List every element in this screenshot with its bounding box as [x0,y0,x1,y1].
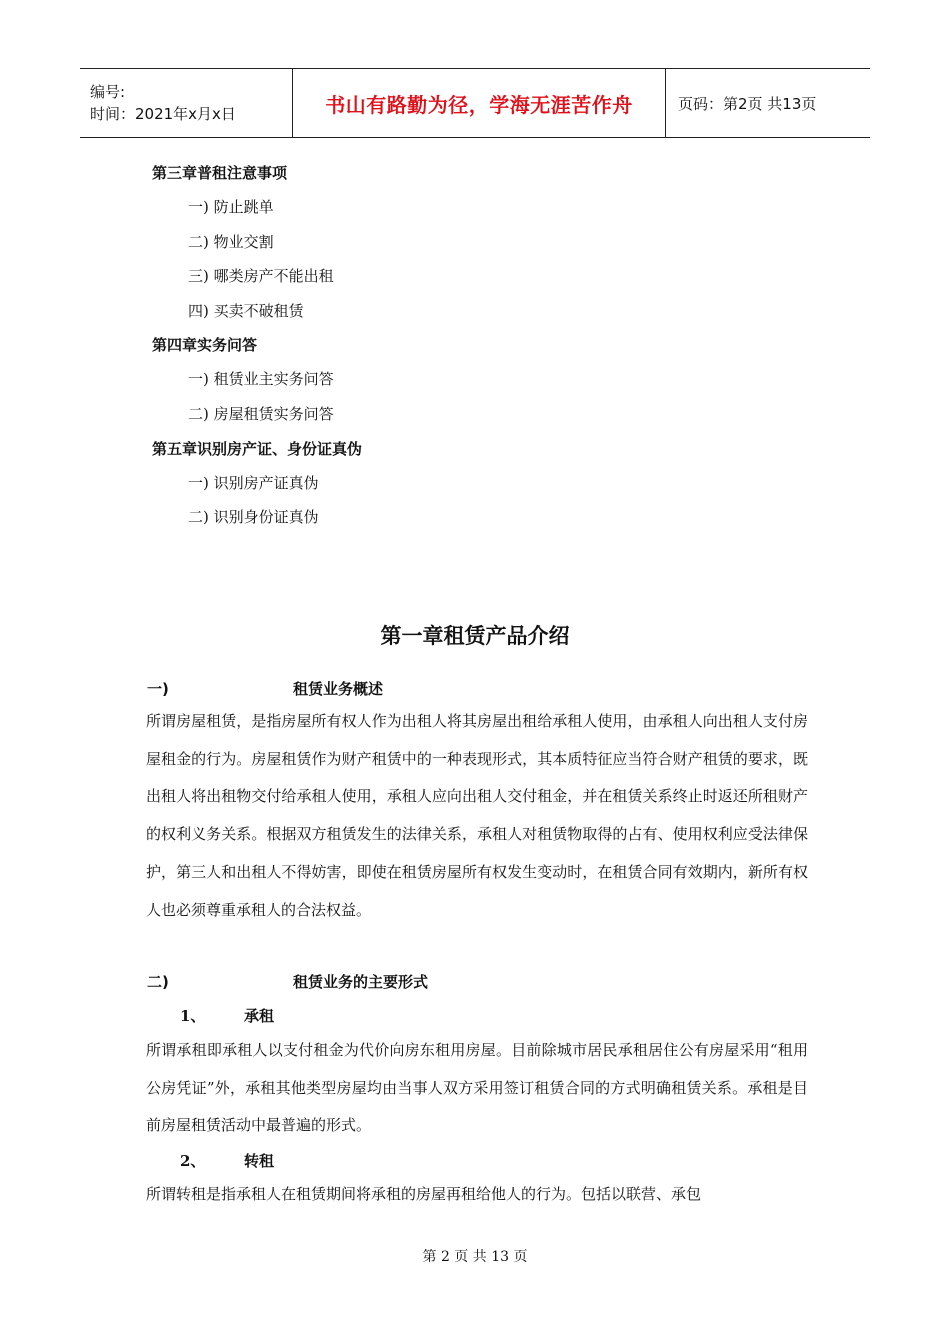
toc-item: 一) 租赁业主实务问答 [188,370,334,389]
subsection-heading [180,1150,274,1171]
header-meta [80,69,293,137]
section-title: 租赁业务的主要形式 [293,973,429,991]
section-heading [147,971,428,992]
code-label: 编号: [90,83,126,101]
table-of-contents [152,156,362,535]
body-paragraph: 所谓房屋租赁，是指房屋所有权人作为出租人将其房屋出租给承租人使用，由承租人向出租人支付房屋租金的行为。房屋租赁作为财产租赁中的一种表现形式，其本质特征应当符合财产租赁的要求，既出租人将出租物交付给承租人使用，承租人应向出租人交付租金，并在租赁关系终止时返还所租财产的权利义务关系。根据双方租赁发生的法律关系，承租人对租赁物取得的占有、使用权利应受法律保护，第三人和出租人不得妨害，即使在租赁房屋所有权发生变动时，在租赁合同有效期内，新所有权人也必须尊重承租人的合法权益。 [146,712,808,919]
toc-item: 一) 防止跳单 [188,198,274,216]
body-paragraph: 所谓转租是指承租人在租赁期间将承租的房屋再租给他人的行为。包括以联营、承包 [146,1185,702,1203]
subsection-number: 2、 [180,1152,206,1170]
header-page-info: 页码：第2页 共13页 [678,94,817,113]
toc-item: 二) 房屋租赁实务问答 [188,404,334,423]
section-title: 租赁业务概述 [293,680,384,698]
subsection-title: 转租 [244,1152,275,1170]
toc-chapter: 第四章实务问答 [152,336,258,355]
section-number: 二) [147,973,169,991]
header-motto: 书山有路勤为径，学海无涯苦作舟 [293,69,666,137]
toc-item: 一) 识别房产证真伪 [188,473,319,492]
section-number: 一) [147,680,169,698]
section-heading [147,678,383,699]
subsection-number: 1、 [180,1007,206,1025]
toc-item: 二) 物业交割 [188,232,274,251]
body-paragraph: 所谓承租即承租人以支付租金为代价向房东租用房屋。目前除城市居民承租居住公有房屋采用“租用公房凭证”外，承租其他类型房屋均由当事人双方采用签订租赁合同的方式明确租赁关系。承租是目前房屋租赁活动中最普遍的形式。 [146,1041,808,1135]
subsection-title: 承租 [244,1007,275,1025]
date-label: 时间：2021年x月x日 [90,105,236,123]
toc-item: 三) 哪类房产不能出租 [188,267,334,286]
page-header [80,68,870,138]
toc-item: 四) 买卖不破租赁 [188,301,304,320]
page-footer: 第 2 页 共 13 页 [422,1249,528,1265]
subsection-heading [180,1005,274,1026]
toc-item: 二) 识别身份证真伪 [188,508,319,527]
chapter-title: 第一章租赁产品介绍 [380,624,570,648]
toc-chapter: 第五章识别房产证、身份证真伪 [152,439,363,458]
toc-chapter: 第三章普租注意事项 [152,164,288,182]
